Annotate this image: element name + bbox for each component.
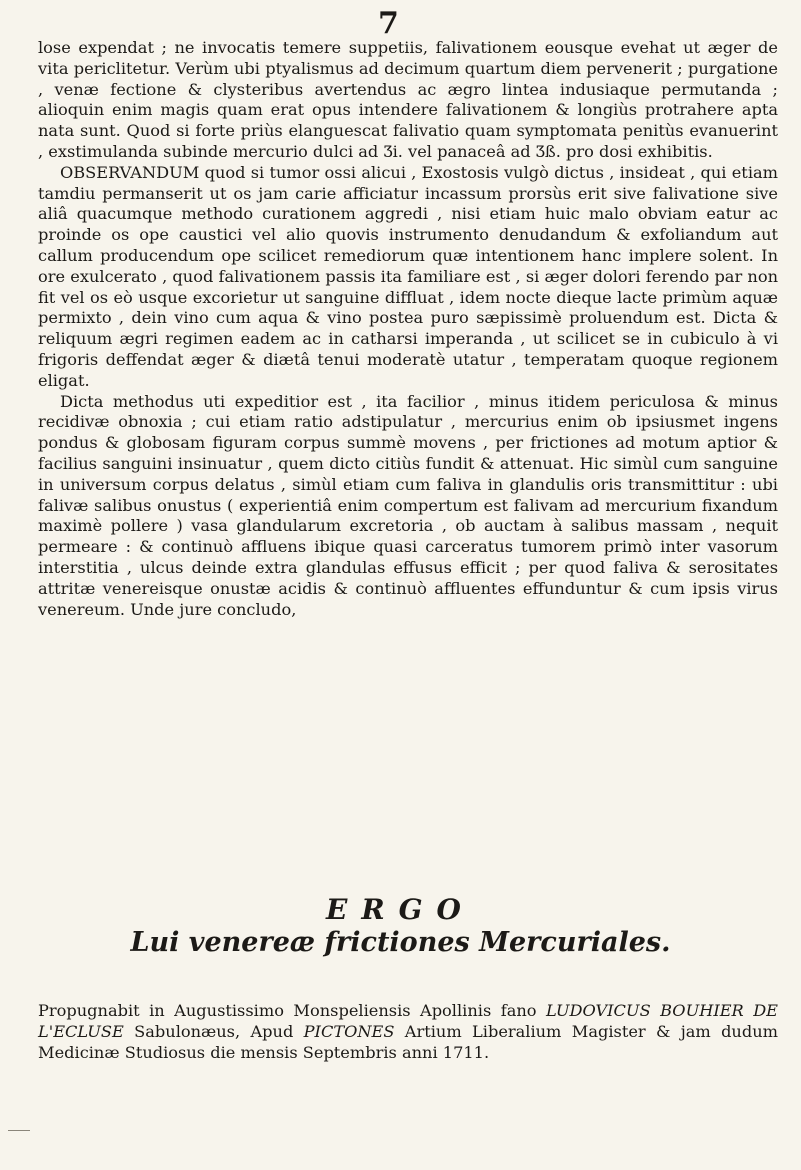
ergo-heading: ERGO	[326, 893, 475, 926]
thesis-statement: Lui venereæ frictiones Mercuriales.	[130, 927, 671, 958]
paragraph-1: lose expendat ; ne invocatis temere suppetiis, falivationem eousque evehat ut æger de vita periclitetur. Verùm ubi ptyalismus ad decimum quartum diem pervenerit ; purgatione , venæ fectione & clysteribus avertendus ac ægro lintea indusiaque permutanda ; alioquin enim magis quam erat opus intendere falivationem & longiùs protrahere apta nata sunt. Quod si forte priùs elanguescat falivatio quam symptomata penitùs evanuerint , exstimulanda subinde mercurio dulci ad Ʒi. vel panaceâ ad Ʒß. pro dosi exhibitis.	[38, 38, 778, 161]
defense-origin: Sabulonæus, Apud	[123, 1022, 304, 1041]
defense-notice	[38, 1000, 778, 1063]
page-number: 7	[378, 6, 399, 41]
defense-closing: Artium Liberalium Magister & jam dudum Medicinæ Studiosus die mensis Septembris anni 1711.	[38, 1022, 778, 1062]
body-text	[38, 38, 778, 620]
place-name: PICTONES	[303, 1022, 395, 1041]
paragraph-2: OBSERVANDUM quod si tumor ossi alicui , Exostosis vulgò dictus , insideat , qui etiam tamdiu permanserit ut os jam carie afficiatur incassum prorsùs erit sive falivatione sive aliâ quacumque methodo curationem aggredi , nisi etiam huic malo obviam eatur ac proinde os ope caustici vel alio quovis instrumento denudandum & exfoliandum aut callum producendum ope scilicet remediorum quæ intentionem hanc implere solent. In ore exulcerato , quod falivationem passis ita familiare est , si æger dolori ferendo par non fit vel os eò usque excorietur ut sanguine diffluat , idem nocte dieque lacte primùm aquæ permixto , dein vino cum aqua & vino postea puro sæpissimè proluendum est. Dicta & reliquum ægri regimen eadem ac in catharsi imperanda , ut scilicet se in cubiculo à vi frigoris deffendat æger & diætâ tenui moderatè utatur , temperatam quoque regionem eligat.	[38, 162, 778, 390]
defense-intro: Propugnabit in Augustissimo Monspeliensis Apollinis fano	[38, 1001, 546, 1020]
defendant-name: LUDOVICUS BOUHIER DE L'ECLUSE	[38, 1001, 778, 1041]
margin-mark	[8, 1130, 30, 1131]
paragraph-3: Dicta methodus uti expeditior est , ita facilior , minus itidem periculosa & minus recidivæ obnoxia ; cui etiam ratio adstipulatur , mercurius enim ob ipsiusmet ingens pondus & globosam figuram corpus summè movens , per frictiones ad motum aptior & facilius sanguini insinuatur , quem dicto citiùs fundit & attenuat. Hic simùl cum sanguine in universum corpus delatus , simùl etiam cum faliva in glandulis oris transmittitur : ubi falivæ salibus onustus ( experientiâ enim compertum est falivam ad mercurium fixandum maximè pollere ) vasa glandularum excretoria , ob auctam à salibus massam , nequit permeare : & continuò affluens ibique quasi carceratus tumorem primò inter vasorum interstitia , ulcus deinde extra glandulas effusus efficit ; per quod faliva & serositates attritæ venereisque onustæ acidis & continuò affluentes effunduntur & cum ipsis virus venereum. Unde jure concludo,	[38, 391, 778, 619]
